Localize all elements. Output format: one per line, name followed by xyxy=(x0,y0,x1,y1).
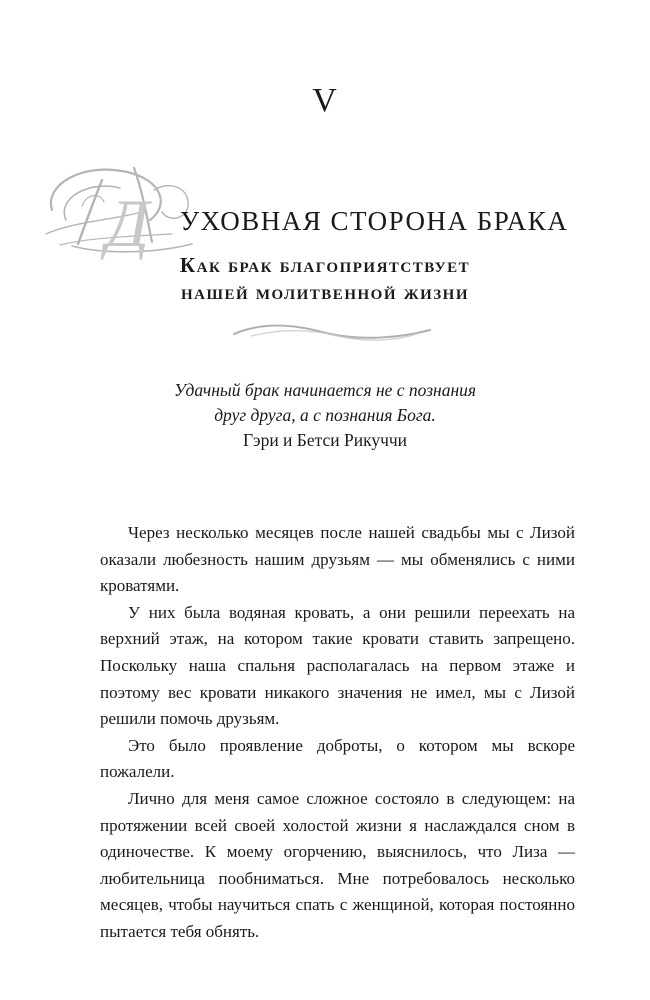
paragraph: У них была водяная кровать, а они решили переехать на верхний этаж, на котором такие кровати ставить запрещено. Поскольку наша спальня располагалась на первом этаже и поэтому вес кровати никакого значения не имел, мы с Лизой решили помочь друзьям. xyxy=(100,602,575,729)
subtitle-line: Как брак благоприятствует xyxy=(179,253,471,277)
chapter-subtitle xyxy=(0,252,650,306)
epigraph-line: друг друга, а с познания Бога. xyxy=(214,405,436,425)
epigraph-author: Гэри и Бетси Рикуччи xyxy=(242,430,408,450)
decorative-flourish xyxy=(232,318,432,348)
chapter-number: V xyxy=(312,82,338,119)
chapter-title: УХОВНАЯ СТОРОНА БРАКА xyxy=(180,206,569,236)
paragraph: Лично для меня самое сложное состояло в следующем: на протяжении всей своей холостой жизни я наслаждался сном в одиночестве. К моему огорчению, выяснилось, что Лиза — любительница пообниматься. Мне потребовалось несколько месяцев, чтобы научиться спать с женщиной, которая постоянно пытается тебя обнять. xyxy=(100,788,575,941)
decorative-drop-cap xyxy=(42,150,202,260)
paragraph: Это было проявление доброты, о котором мы вскоре пожалели. xyxy=(100,735,575,782)
epigraph xyxy=(0,378,650,453)
body-text xyxy=(100,520,575,946)
subtitle-line: нашей молитвенной жизни xyxy=(180,280,469,304)
paragraph: Через несколько месяцев после нашей свадьбы мы с Лизой оказали любезность нашим друзьям — мы обменялись с ними кроватями. xyxy=(100,523,575,596)
epigraph-line: Удачный брак начинается не с познания xyxy=(173,380,477,400)
drop-cap-letter: Д xyxy=(106,185,150,260)
